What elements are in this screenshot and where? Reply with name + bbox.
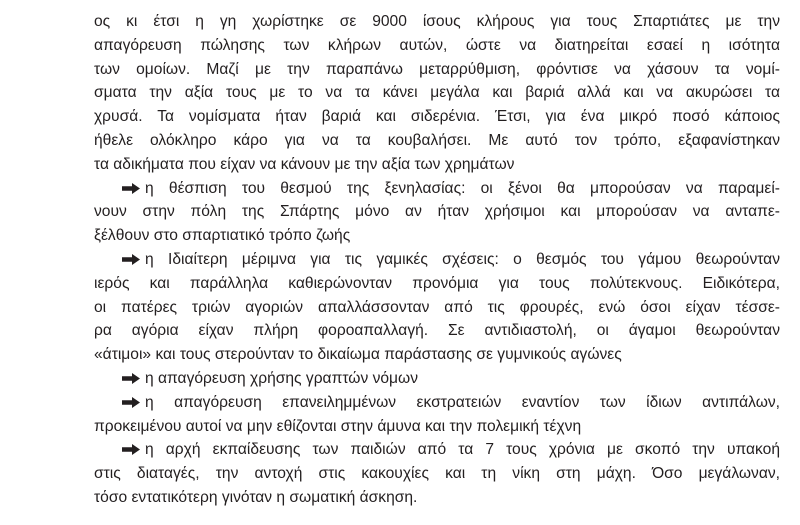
line-text: νουν στην πόλη της Σπάρτης μόνο αν ήταν χρήσιμοι και μπορούσαν να ανταπε- xyxy=(94,203,780,221)
bullet-line xyxy=(94,391,780,415)
bullet-line xyxy=(94,177,780,201)
line-text: χρυσά. Τα νομίσματα ήταν βαριά και σιδερένια. Έτσι, για ένα μικρό ποσό κάποιος xyxy=(94,108,780,126)
text-line xyxy=(94,486,780,510)
line-text: η Ιδιαίτερη μέριμνα για τις γαμικές σχέσεις: ο θεσμός του γάμου θεωρούνταν xyxy=(145,250,780,268)
line-text: των ομοίων. Μαζί με την παραπάνω μεταρρύθμιση, φρόντισε να χάσουν τα νομί- xyxy=(94,60,780,78)
line-text: ιερός και παράλληλα καθιερώνονταν προνόμια για τους πολύτεκνους. Ειδικότερα, xyxy=(94,274,780,292)
line-text: ρα αγόρια είχαν πλήρη φοροαπαλλαγή. Σε αντιδιαστολή, οι άγαμοι θεωρούνταν xyxy=(94,322,780,340)
text-line xyxy=(94,296,780,320)
text-line xyxy=(94,415,780,439)
line-text: προκειμένου αυτοί να μην εθίζονται στην άμυνα και την πολεμική τέχνη xyxy=(94,417,582,435)
right-arrow-icon xyxy=(122,367,140,391)
text-line xyxy=(94,81,780,105)
text-line xyxy=(94,58,780,82)
text-line xyxy=(94,153,780,177)
text-line xyxy=(94,343,780,367)
right-arrow-icon xyxy=(122,177,140,201)
line-text: στις διαταγές, την αντοχή στις κακουχίες και τη νίκη στη μάχη. Όσο μεγάλωναν, xyxy=(94,465,780,483)
document-body xyxy=(94,10,780,510)
line-text: η απαγόρευση χρήσης γραπτών νόμων xyxy=(145,369,419,387)
line-text: σματα την αξία τους με το να τα κάνει μεγάλα και βαριά αλλά και να ακυρώσει τα xyxy=(94,84,780,102)
text-line xyxy=(94,272,780,296)
line-text: η αρχή εκπαίδευσης των παιδιών από τα 7 τους χρόνια με σκοπό την υπακοή xyxy=(145,441,780,459)
line-text: η θέσπιση του θεσμού της ξενηλασίας: οι ξένοι θα μπορούσαν να παραμεί- xyxy=(145,179,780,197)
line-text: ήθελε ολόκληρο κάρο για να τα κουβαλήσει. Με αυτό τον τρόπο, εξαφανίστηκαν xyxy=(94,131,780,149)
text-line xyxy=(94,224,780,248)
text-line xyxy=(94,319,780,343)
text-line xyxy=(94,462,780,486)
line-text: οι πατέρες τριών αγοριών απαλλάσσονταν από τις φρουρές, ενώ όσοι είχαν τέσσε- xyxy=(94,298,780,316)
right-arrow-icon xyxy=(122,438,140,462)
right-arrow-icon xyxy=(122,391,140,415)
bullet-line xyxy=(94,438,780,462)
line-text: απαγόρευση πώλησης των κλήρων αυτών, ώστε να διατηρείται εσαεί η ισότητα xyxy=(94,36,780,54)
text-line xyxy=(94,105,780,129)
line-text: ος κι έτσι η γη χωρίστηκε σε 9000 ίσους κλήρους για τους Σπαρτιάτες με την xyxy=(94,13,780,30)
line-text: τόσο εντατικότερη γινόταν η σωματική άσκηση. xyxy=(94,488,418,506)
line-text: η απαγόρευση επανειλημμένων εκστρατειών εναντίον των ίδιων αντιπάλων, xyxy=(145,393,780,411)
bullet-line xyxy=(94,248,780,272)
text-line xyxy=(94,10,780,34)
bullet-line xyxy=(94,367,780,391)
line-text: ξέλθουν στο σπαρτιατικό τρόπο ζωής xyxy=(94,227,351,245)
right-arrow-icon xyxy=(122,248,140,272)
text-line xyxy=(94,34,780,58)
text-line xyxy=(94,200,780,224)
text-line xyxy=(94,129,780,153)
line-text: τα αδικήματα που είχαν να κάνουν με την αξία των χρημάτων xyxy=(94,155,515,173)
line-text: «άτιμοι» και τους στερούνταν το δικαίωμα παράστασης σε γυμνικούς αγώνες xyxy=(94,346,622,364)
